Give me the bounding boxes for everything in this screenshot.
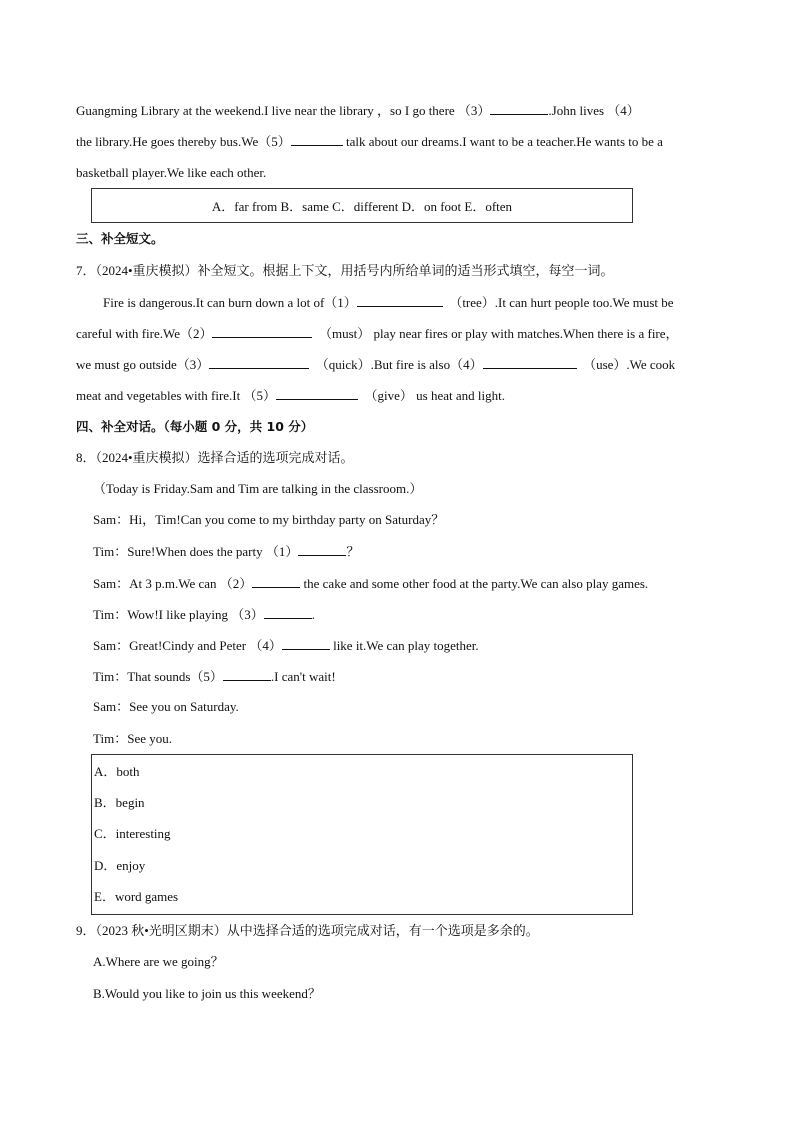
blank-4[interactable] — [483, 355, 577, 369]
q9-option-b: B.Would you like to join us this weekend？ — [93, 986, 321, 1001]
option-e: E．word games — [94, 889, 179, 904]
blank-1[interactable] — [298, 542, 346, 556]
text: Sam：Great!Cindy and Peter （4） — [93, 638, 282, 653]
option-c: C．interesting — [94, 826, 171, 841]
options-box-8 — [91, 754, 633, 915]
section4-title: 四、补全对话。（每小题 0 分，共 10 分） — [76, 419, 314, 434]
text: we must go outside（3） — [76, 357, 210, 372]
text: talk about our dreams.I want to be a teacher.He wants to be a — [342, 134, 663, 149]
passage6-line2 — [76, 132, 663, 151]
option-d: D．enjoy — [94, 858, 146, 873]
text: . — [311, 607, 315, 622]
q9-option-a: A.Where are we going？ — [93, 954, 224, 969]
dialog-line2 — [93, 542, 359, 561]
blank-4[interactable] — [282, 636, 330, 650]
q7-line2 — [76, 324, 679, 343]
text: Guangming Library at the weekend.I live near the library ，so I go there （3） — [76, 103, 491, 118]
passage6-line1 — [76, 101, 640, 120]
text: Sam：At 3 p.m.We can （2） — [93, 576, 253, 591]
text: Fire is dangerous.It can burn down a lot of（1） — [103, 295, 357, 310]
section3-title: 三、补全短文。 — [76, 231, 164, 246]
q7-line3 — [76, 355, 675, 374]
options-box-6 — [91, 188, 633, 223]
text: .John lives （4） — [548, 103, 640, 118]
text: （must） play near fires or play with matches.When there is a fire， — [318, 326, 679, 341]
blank-5[interactable] — [291, 132, 343, 146]
text: .I can't wait! — [270, 669, 336, 684]
dialog-line6 — [93, 667, 336, 686]
q7-instruction: 7．（2024•重庆模拟）补全短文。根据上下文，用括号内所给单词的适当形式填空，每空一词。 — [76, 263, 614, 278]
blank-3[interactable] — [264, 605, 312, 619]
q9-instruction: 9．（2023 秋•光明区期末）从中选择合适的选项完成对话，有一个选项是多余的。 — [76, 923, 539, 938]
option-a: A．both — [94, 764, 140, 779]
dialog-line7: Sam：See you on Saturday. — [93, 699, 239, 714]
text: （tree）.It can hurt people too.We must be — [449, 295, 674, 310]
text: the library.He goes thereby bus.We（5） — [76, 134, 291, 149]
q7-line1 — [103, 293, 674, 312]
text: （give） us heat and light. — [364, 388, 505, 403]
text: ？ — [346, 544, 360, 559]
q8-instruction: 8．（2024•重庆模拟）选择合适的选项完成对话。 — [76, 450, 354, 465]
q7-line4 — [76, 386, 505, 405]
blank-2[interactable] — [212, 324, 312, 338]
text: the cake and some other food at the party.We can also play games. — [300, 576, 649, 591]
text: （use）.We cook — [583, 357, 676, 372]
dialog-context: （Today is Friday.Sam and Tim are talking in the classroom.） — [93, 481, 423, 496]
option-b: B．begin — [94, 795, 145, 810]
blank-3[interactable] — [209, 355, 309, 369]
blank-3[interactable] — [490, 101, 548, 115]
text: （quick）.But fire is also（4） — [315, 357, 483, 372]
blank-5[interactable] — [223, 667, 271, 681]
options-text: A．far from B．same C．different D．on foot E．often — [211, 199, 513, 214]
blank-5[interactable] — [276, 386, 358, 400]
passage6-line3: basketball player.We like each other. — [76, 165, 267, 180]
text: Tim：Sure!When does the party （1） — [93, 544, 299, 559]
dialog-line4 — [93, 605, 315, 624]
text: Tim：That sounds（5） — [93, 669, 223, 684]
text: meat and vegetables with fire.It （5） — [76, 388, 276, 403]
dialog-line1: Sam：Hi，Tim!Can you come to my birthday party on Saturday？ — [93, 512, 445, 527]
blank-2[interactable] — [252, 574, 300, 588]
text: like it.We can play together. — [329, 638, 479, 653]
text: Tim：Wow!I like playing （3） — [93, 607, 264, 622]
dialog-line8: Tim：See you. — [93, 731, 172, 746]
dialog-line3 — [93, 574, 648, 593]
blank-1[interactable] — [357, 293, 443, 307]
text: careful with fire.We（2） — [76, 326, 213, 341]
dialog-line5 — [93, 636, 479, 655]
